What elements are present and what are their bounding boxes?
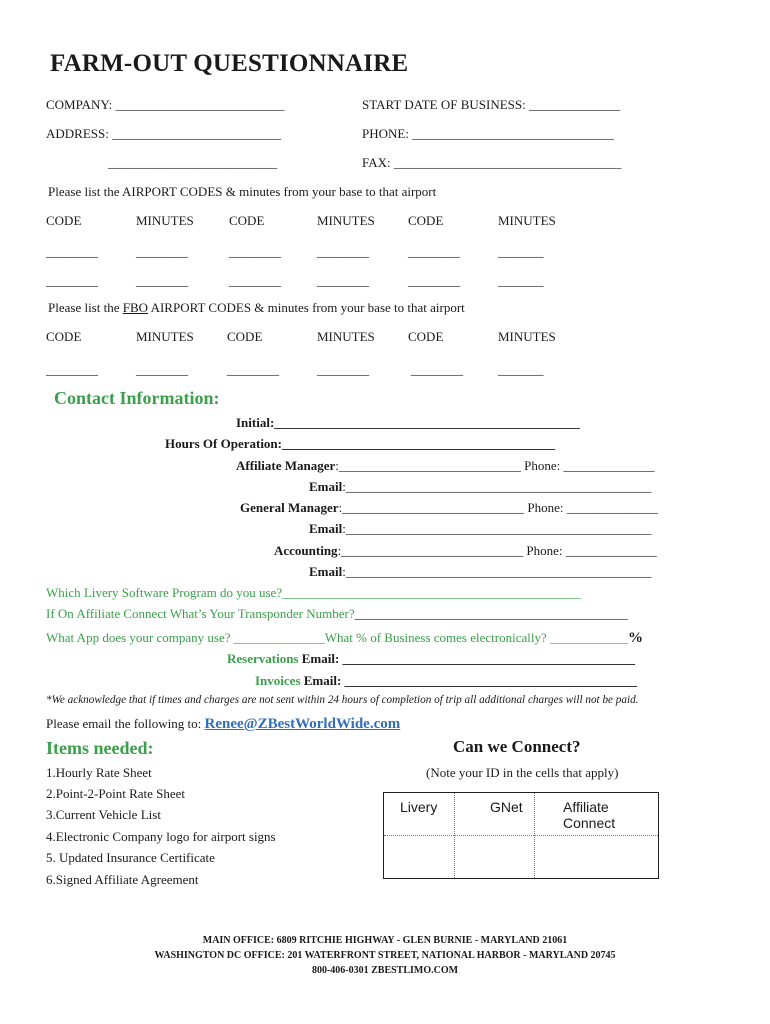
hours-field[interactable]: Hours Of Operation:__________________________________________ [165,436,555,451]
general-manager-label: General Manager [240,500,339,515]
fbo-blank[interactable]: _______ [498,362,544,377]
fbo-col-minutes-2: MINUTES [317,329,375,344]
fbo-prompt-post: AIRPORT CODES & minutes from your base to that airport [148,300,465,315]
connect-table [383,792,659,879]
fbo-prompt-pre: Please list the [48,300,123,315]
list-item: 3.Current Vehicle List [46,807,161,822]
livery-software-field[interactable]: Which Livery Software Program do you use?______________________________________________ [46,585,582,600]
fbo-prompt [48,300,465,316]
airport-blank[interactable]: _______ [498,244,544,259]
app-question: What App does your company use? ______________ [46,630,325,645]
percent-question: What % of Business comes electronically? ____________ [324,630,628,645]
livery-id-cell[interactable] [386,837,452,876]
connect-col-affiliate: Affiliate Connect [563,799,616,831]
airport-blank[interactable]: ________ [229,273,281,288]
airport-blank[interactable]: ________ [408,273,460,288]
transponder-field[interactable] [46,606,628,622]
reservations-label: Reservations [227,651,299,666]
email-prompt-row [46,716,400,733]
items-heading: Items needed: [46,738,154,758]
percent-sign: % [628,630,643,646]
table-divider [384,835,658,836]
initial-field[interactable]: Initial:_______________________________________________ [236,415,580,430]
fbo-blank[interactable]: ________ [317,362,369,377]
airport-prompt: Please list the AIRPORT CODES & minutes from your base to that airport [48,184,437,199]
app-field[interactable] [46,630,643,647]
footer-dc-office: WASHINGTON DC OFFICE: 201 WATERFRONT STREET, NATIONAL HARBOR - MARYLAND 20745 [154,950,616,961]
email-line: :_______________________________________________ [342,564,652,579]
fbo-col-code-1: CODE [46,329,82,344]
affiliate-id-cell[interactable] [536,837,656,876]
affiliate-manager-line: :____________________________ Phone: ______________ [335,458,655,473]
fbo-col-minutes-3: MINUTES [498,329,556,344]
fbo-col-code-2: CODE [227,329,263,344]
email-line: :_______________________________________________ [342,521,652,536]
airport-col-code-3: CODE [408,213,444,228]
general-manager-line: :____________________________ Phone: ______________ [338,500,658,515]
airport-col-code-2: CODE [229,213,265,228]
list-item: 1.Hourly Rate Sheet [46,765,152,780]
transponder-line: __________________________________________ [354,606,628,621]
airport-col-minutes-3: MINUTES [498,213,556,228]
list-item: 6.Signed Affiliate Agreement [46,872,199,887]
airport-blank[interactable]: ________ [46,244,98,259]
airport-blank[interactable]: ________ [408,244,460,259]
affiliate-manager-label: Affiliate Manager [236,458,336,473]
phone-field[interactable]: PHONE: _______________________________ [362,126,614,141]
airport-blank[interactable]: ________ [229,244,281,259]
airport-blank[interactable]: ________ [136,244,188,259]
email-line: :_______________________________________________ [342,479,652,494]
reservations-line: Email: _____________________________________________ [298,651,636,666]
reservations-email-field[interactable] [227,651,635,667]
email-label: Email [309,564,343,579]
accounting-email-field[interactable] [309,564,651,580]
page-title: FARM-OUT QUESTIONNAIRE [50,50,409,77]
email-prompt: Please email the following to: [46,716,205,731]
fax-field[interactable]: FAX: ___________________________________ [362,155,622,170]
airport-blank[interactable]: ________ [136,273,188,288]
affiliate-email-field[interactable] [309,479,651,495]
fbo-col-minutes-1: MINUTES [136,329,194,344]
accounting-field[interactable] [274,543,657,559]
address-field[interactable]: ADDRESS: __________________________ [46,126,282,141]
disclaimer: *We acknowledge that if times and charges are not sent within 24 hours of completion of trip all additional charges will not be paid. [46,694,639,706]
start-date-field[interactable]: START DATE OF BUSINESS: ______________ [362,97,620,112]
connect-note: (Note your ID in the cells that apply) [426,765,619,780]
email-label: Email [309,479,343,494]
company-field[interactable]: COMPANY: __________________________ [46,97,285,112]
general-manager-field[interactable] [240,500,658,516]
invoices-label: Invoices [255,673,301,688]
contact-email-link[interactable]: Renee@ZBestWorldWide.com [204,716,401,732]
contact-heading: Contact Information: [54,388,220,408]
fbo-word: FBO [122,300,149,315]
general-email-field[interactable] [309,521,651,537]
airport-col-minutes-2: MINUTES [317,213,375,228]
fbo-blank[interactable]: ________ [411,362,463,377]
list-item: 2.Point-2-Point Rate Sheet [46,786,186,801]
invoices-email-field[interactable] [255,673,637,689]
list-item: 5. Updated Insurance Certificate [46,850,215,865]
list-item: 4.Electronic Company logo for airport signs [46,829,276,844]
accounting-label: Accounting [274,543,338,558]
gnet-id-cell[interactable] [456,837,532,876]
connect-col-livery: Livery [400,799,438,815]
invoices-line: Email: _____________________________________________ [300,673,638,688]
footer-contact: 800-406-0301 ZBESTLIMO.COM [311,965,459,976]
affiliate-manager-field[interactable] [236,458,655,474]
address-line2-field[interactable]: __________________________ [108,155,277,170]
email-label: Email [309,521,343,536]
airport-blank[interactable]: ________ [317,244,369,259]
fbo-blank[interactable]: ________ [227,362,279,377]
airport-blank[interactable]: _______ [498,273,544,288]
fbo-blank[interactable]: ________ [136,362,188,377]
airport-col-minutes-1: MINUTES [136,213,194,228]
airport-col-code-1: CODE [46,213,82,228]
footer-main-office: MAIN OFFICE: 6809 RITCHIE HIGHWAY - GLEN BURNIE - MARYLAND 21061 [202,935,568,946]
transponder-question: If On Affiliate Connect What’s Your Transponder Number? [46,606,355,621]
fbo-col-code-3: CODE [408,329,444,344]
fbo-blank[interactable]: ________ [46,362,98,377]
airport-blank[interactable]: ________ [317,273,369,288]
connect-heading: Can we Connect? [453,737,581,756]
connect-col-gnet: GNet [490,799,523,815]
airport-blank[interactable]: ________ [46,273,98,288]
accounting-line: :____________________________ Phone: ______________ [337,543,657,558]
